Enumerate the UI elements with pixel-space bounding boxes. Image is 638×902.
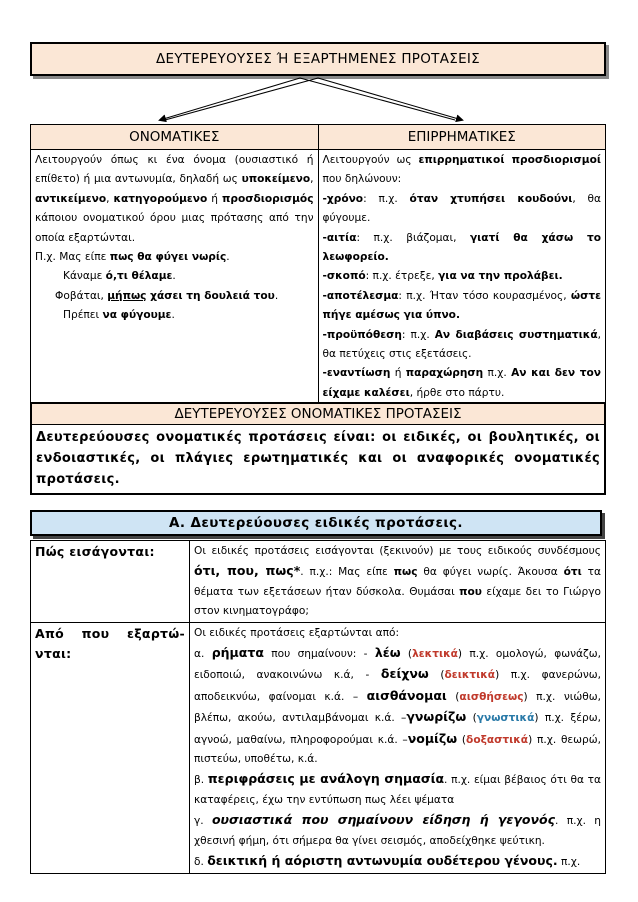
row-label-introduction: Πώς εισάγονται: xyxy=(31,541,190,623)
dependency-intro: Οι ειδικές προτάσεις εξαρτώνται από: xyxy=(194,626,400,639)
example-4: Πρέπει να φύγουμε. xyxy=(63,309,175,322)
categories-table xyxy=(30,124,606,406)
section-a-title: Α. Δευτερεύουσες ειδικές προτάσεις. xyxy=(30,510,602,536)
nominal-description: Λειτουργούν όπως κι ένα όνομα (ουσιαστικό ή επίθετο) ή μια αντωνυμία, δηλαδή ως υποκείμενο, αντικείμενο, κατηγορούμενο ή προσδιορισμός κάποιου ονοματικού όρου μιας πρότασης από την οποία εξαρτώνται. Π.χ. Μας είπε πως θα φύγει νωρίς. Κάναμε ό,τι θέλαμε. Φοβάται, μήπως χάσει τη δουλειά του. Πρέπει να φύγουμε. xyxy=(31,150,319,406)
section-nominal-title: ΔΕΥΤΕΡΕΥΟΥΣΕΣ ΟΝΟΜΑΤΙΚΕΣ ΠΡΟΤΑΣΕΙΣ xyxy=(30,402,606,424)
header-adverbial: ΕΠΙΡΡΗΜΑΤΙΚΕΣ xyxy=(318,125,606,150)
arrow-left xyxy=(160,78,300,120)
arrow-right-2 xyxy=(300,78,455,120)
adverbial-result: -αποτέλεσμα: π.χ. Ήταν τόσο κουρασμένος, ώστε πήγε αμέσως για ύπνο. xyxy=(322,289,601,322)
adverbial-cause: -αιτία: π.χ. βιάζομαι, γιατί θα χάσω το λεωφορείο. xyxy=(322,231,601,264)
dependency-pronouns: δ. δεικτική ή αόριστη αντωνυμία ουδέτερου γένους. π.χ. xyxy=(194,853,581,869)
dependency-periphrases: β. περιφράσεις με ανάλογη σημασία. π.χ. είμαι βέβαιος ότι θα τα καταφέρεις, έχω την εντύπωση πως λέει ψέματα xyxy=(194,771,601,806)
dependency-nouns: γ. ουσιαστικά που σημαίνουν είδηση ή γεγονός. π.χ. η χθεσινή φήμη, ότι σήμερα θα γίνει σεισμός, αποδείχθηκε ψεύτικη. xyxy=(194,812,601,847)
row-content-dependency xyxy=(190,622,606,873)
adverbial-time: -χρόνο: π.χ. όταν χτυπήσει κουδούνι, θα φύγουμε. xyxy=(322,192,601,225)
adverbial-concession: -εναντίωση ή παραχώρηση π.χ. Αν και δεν τον είχαμε καλέσει, ήρθε στο πάρτυ. xyxy=(322,367,602,399)
arrow-right xyxy=(318,78,462,120)
connector-arrows xyxy=(0,0,638,130)
arrow-left-2 xyxy=(165,78,318,120)
example-3: Φοβάται, μήπως χάσει τη δουλειά του. xyxy=(55,289,279,302)
adverbial-description xyxy=(318,150,606,406)
adverbial-purpose: -σκοπό: π.χ. έτρεξε, για να την προλάβει. xyxy=(322,270,563,283)
declarative-table xyxy=(30,540,606,874)
section-nominal-body: Δευτερεύουσες ονοματικές προτάσεις είναι: οι ειδικές, οι βουλητικές, οι ενδοιαστικές, οι πλάγιες ερωτηματικές και οι αναφορικές ονοματικές προτάσεις. xyxy=(30,424,606,495)
row-content-introduction: Οι ειδικές προτάσεις εισάγονται (ξεκινούν) με τους ειδικούς συνδέσμους ότι, που, πως*. π.χ.: Μας είπε πως θα φύγει νωρίς. Άκουσα ότι τα θέματα των εξετάσεων ήταν δύσκολα. Θυμάσαι που είχαμε δει το Γιώργο στον κινηματογράφο; xyxy=(190,541,606,623)
page-title: ΔΕΥΤΕΡΕΥΟΥΣΕΣ Ή ΕΞΑΡΤΗΜΕΝΕΣ ΠΡΟΤΑΣΕΙΣ xyxy=(30,42,606,76)
example-2: Κάναμε ό,τι θέλαμε. xyxy=(63,270,176,283)
adverbial-intro: Λειτουργούν ως επιρρηματικοί προσδιορισμοί που δηλώνουν: xyxy=(322,154,601,186)
header-nominal: ΟΝΟΜΑΤΙΚΕΣ xyxy=(31,125,319,150)
adverbial-condition: -προϋπόθεση: π.χ. Αν διαβάσεις συστηματικά, θα πετύχεις στις εξετάσεις. xyxy=(322,328,601,361)
row-label-dependency: Από που εξαρτώ-νται: xyxy=(31,622,190,873)
example-1: Π.χ. Μας είπε πως θα φύγει νωρίς. xyxy=(35,251,230,264)
dependency-verbs: α. ρήματα που σημαίνουν: - λέω (λεκτικά) π.χ. ομολογώ, φωνάζω, ειδοποιώ, ανακοινώνω κ.ά, - δείχνω (δεικτικά) π.χ. φανερώνω, αποδεικνύω, φαίνομαι κ.ά. – αισθάνομαι (αισθήσεως) π.χ. νιώθω, βλέπω, ακούω, αντιλαμβάνομαι κ.ά. –γνωρίζω (γνωστικά) π.χ. ξέρω, αγνοώ, μαθαίνω, πληροφορούμαι κ.ά. –νομίζω (δοξαστικά) π.χ. θεωρώ, πιστεύω, υποθέτω, κ.ά. xyxy=(194,645,601,766)
